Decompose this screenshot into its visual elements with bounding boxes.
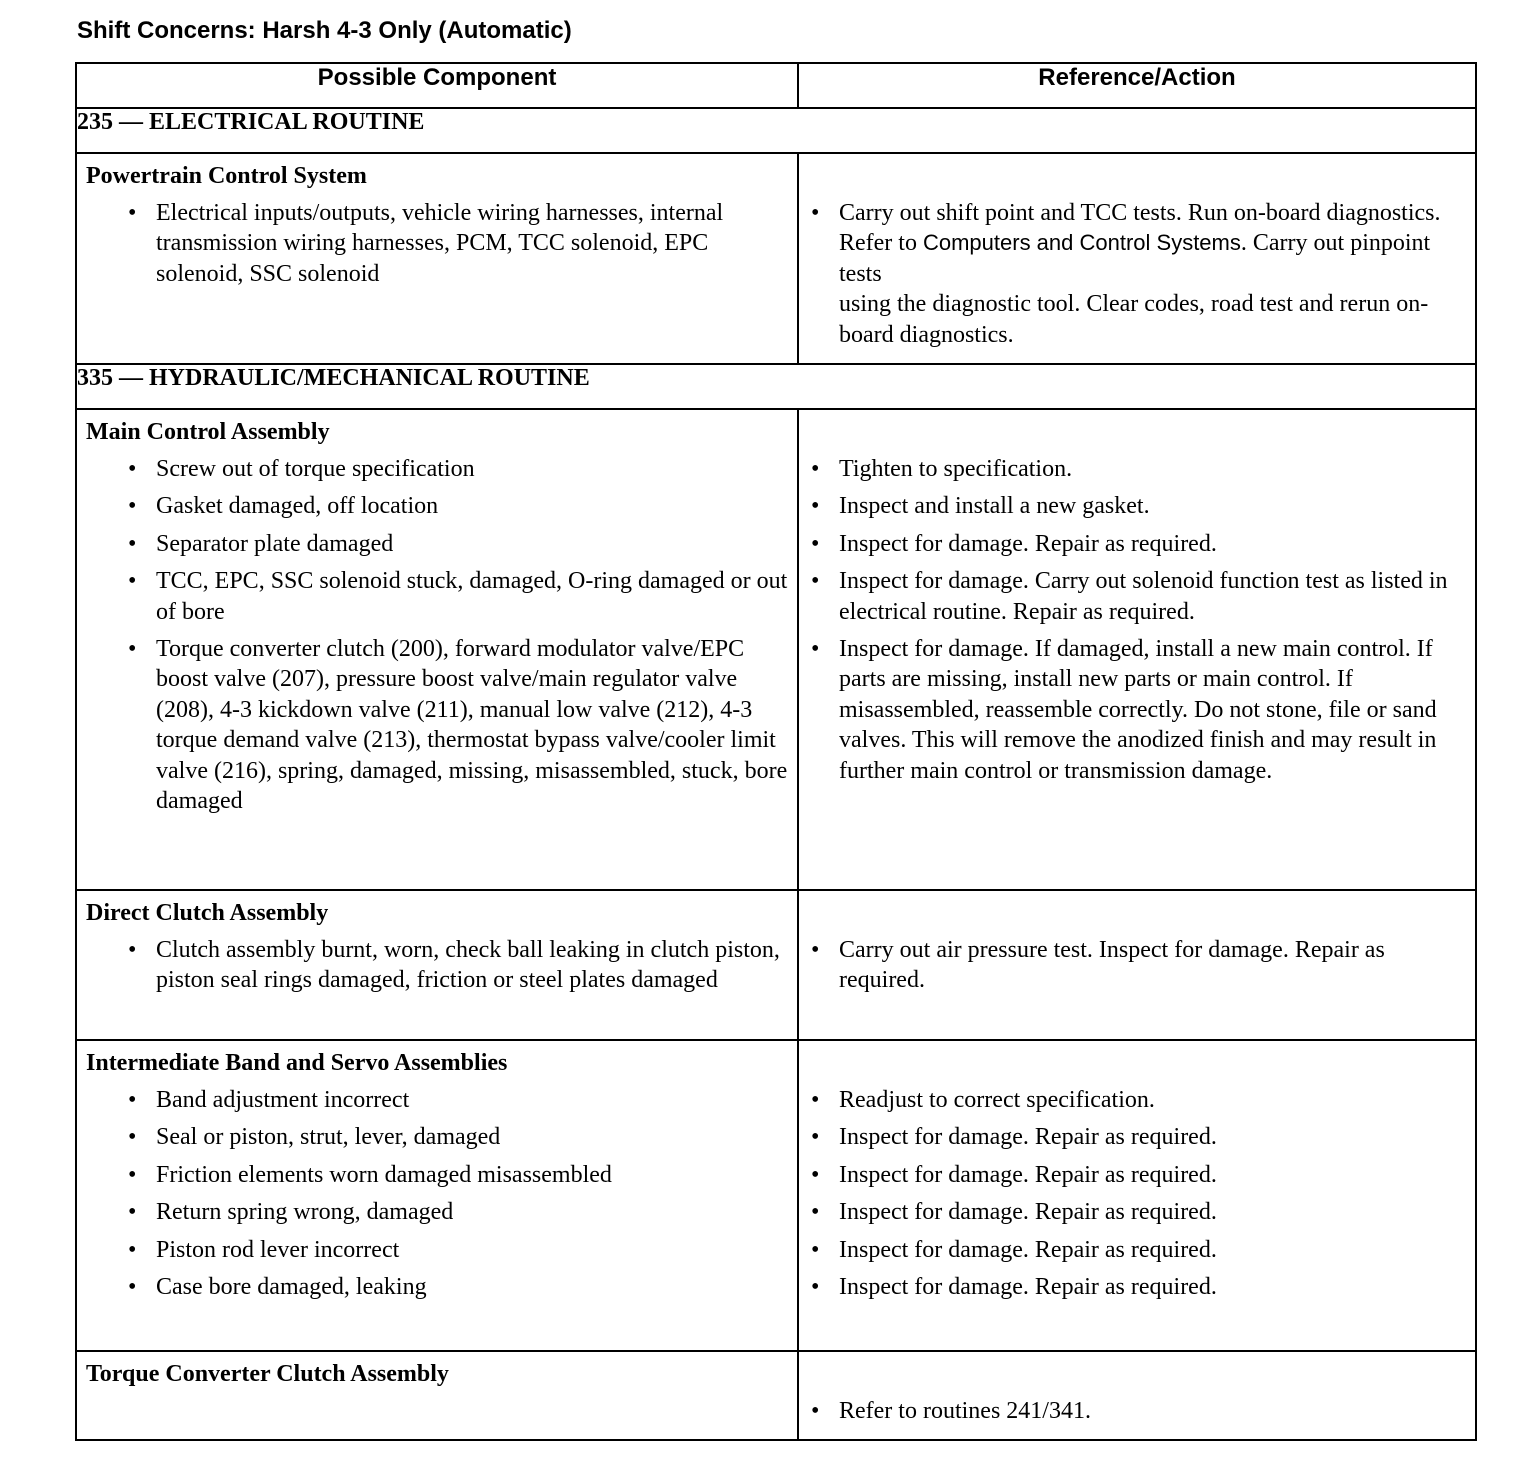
action-text: Carry out air pressure test. Inspect for damage. Repair as required. bbox=[839, 937, 1385, 994]
component-item bbox=[77, 634, 797, 823]
bullet: • bbox=[811, 1236, 820, 1263]
section-row bbox=[76, 890, 1476, 1040]
component-text: Piston rod lever incorrect bbox=[156, 1236, 400, 1263]
bullet: • bbox=[811, 937, 820, 963]
bullet: • bbox=[811, 1398, 820, 1424]
component-item bbox=[77, 198, 797, 296]
action-cell bbox=[798, 409, 1476, 890]
section-row bbox=[76, 1040, 1476, 1351]
action-text: Readjust to correct specification. bbox=[839, 1087, 1155, 1113]
component-text: Case bore damaged, leaking bbox=[156, 1274, 427, 1301]
header-row bbox=[76, 63, 1476, 108]
bullet: • bbox=[811, 1124, 820, 1151]
bullet: • bbox=[128, 1087, 137, 1113]
component-text: Clutch assembly burnt, worn, check ball leaking in clutch piston, piston seal rings damaged, friction or steel plates damaged bbox=[156, 937, 780, 994]
action-text: Inspect for damage. If damaged, install a new main control. If parts are missing, install new parts or main control. If misassembled, reassemble correctly. Do not stone, file or sand valves. This will remove the anodized finish and may result in further main control or transmission damage. bbox=[839, 636, 1437, 784]
section-title: Direct Clutch Assembly bbox=[86, 900, 329, 926]
section-title: Torque Converter Clutch Assembly bbox=[86, 1361, 449, 1387]
component-text: Screw out of torque specification bbox=[156, 456, 475, 482]
component-text: Torque converter clutch (200), forward modulator valve/EPC boost valve (207), pressure boost valve/main regulator valve (208), 4-3 kickdown valve (211), manual low valve (212), 4-3 torque demand valve (213), thermostat bypass valve/cooler limit valve (216), spring, damaged, missing, misassembled, stuck, bore damaged bbox=[156, 636, 788, 815]
action-text: Inspect and install a new gasket. bbox=[839, 493, 1150, 520]
routine-row bbox=[76, 108, 1476, 153]
section-row bbox=[76, 153, 1476, 364]
header-possible-component: Possible Component bbox=[76, 63, 798, 108]
component-item bbox=[77, 1160, 797, 1197]
action-item bbox=[799, 1197, 1475, 1234]
action-text: Inspect for damage. Repair as required. bbox=[839, 1199, 1217, 1226]
action-text: Inspect for damage. Repair as required. bbox=[839, 1236, 1217, 1263]
component-item bbox=[77, 529, 797, 566]
bullet: • bbox=[128, 1274, 137, 1301]
component-text: Separator plate damaged bbox=[156, 530, 394, 557]
component-item bbox=[77, 566, 797, 634]
component-text: Band adjustment incorrect bbox=[156, 1087, 410, 1113]
component-text: Gasket damaged, off location bbox=[156, 493, 439, 520]
component-item bbox=[77, 454, 797, 491]
action-item bbox=[799, 529, 1475, 566]
action-cell bbox=[798, 1351, 1476, 1440]
action-text bbox=[839, 198, 1475, 350]
header-reference-action: Reference/Action bbox=[798, 63, 1476, 108]
action-item bbox=[799, 1122, 1475, 1159]
action-cell bbox=[798, 1040, 1476, 1351]
bullet: • bbox=[128, 937, 137, 963]
action-item bbox=[799, 1396, 1475, 1433]
section-title: Intermediate Band and Servo Assemblies bbox=[86, 1050, 508, 1076]
component-cell bbox=[76, 890, 798, 1040]
action-text: Inspect for damage. Repair as required. bbox=[839, 1274, 1217, 1301]
component-item bbox=[77, 1085, 797, 1122]
component-item bbox=[77, 1122, 797, 1159]
component-item bbox=[77, 491, 797, 528]
bullet: • bbox=[128, 1161, 137, 1188]
bullet: • bbox=[811, 1087, 820, 1113]
component-item bbox=[77, 1197, 797, 1234]
section-row bbox=[76, 1351, 1476, 1440]
action-text: Inspect for damage. Repair as required. bbox=[839, 1124, 1217, 1151]
bullet: • bbox=[128, 530, 137, 557]
component-cell bbox=[76, 153, 798, 364]
routine-label: 235 — ELECTRICAL ROUTINE bbox=[76, 108, 1476, 153]
document-title: Shift Concerns: Harsh 4-3 Only (Automatic) bbox=[77, 17, 572, 44]
action-item bbox=[799, 1272, 1475, 1309]
action-item bbox=[799, 491, 1475, 528]
action-item bbox=[799, 1160, 1475, 1197]
bullet: • bbox=[811, 636, 820, 663]
action-text-part: . Carry out pinpoint tests bbox=[839, 230, 1431, 287]
action-item bbox=[799, 454, 1475, 491]
diagnosis-table bbox=[75, 62, 1477, 1441]
component-item bbox=[77, 1272, 797, 1309]
action-item bbox=[799, 566, 1475, 634]
action-item bbox=[799, 198, 1475, 357]
component-text: Seal or piston, strut, lever, damaged bbox=[156, 1124, 501, 1151]
action-text: Refer to routines 241/341. bbox=[839, 1398, 1091, 1424]
action-cell bbox=[798, 153, 1476, 364]
action-item bbox=[799, 935, 1475, 1003]
routine-row bbox=[76, 364, 1476, 409]
component-cell bbox=[76, 1351, 798, 1440]
section-title: Powertrain Control System bbox=[86, 163, 367, 189]
action-text-part: Carry out shift point and TCC tests. Run on-board diagnostics. Refer to bbox=[839, 200, 1441, 257]
component-item bbox=[77, 935, 797, 1003]
bullet: • bbox=[128, 493, 137, 520]
bullet: • bbox=[811, 530, 820, 557]
action-text-part: using the diagnostic tool. Clear codes, road test and rerun on-board diagnostics. bbox=[839, 291, 1429, 348]
bullet: • bbox=[128, 1236, 137, 1263]
bullet: • bbox=[811, 456, 820, 482]
component-text: Friction elements worn damaged misassembled bbox=[156, 1161, 612, 1188]
bullet: • bbox=[811, 493, 820, 520]
action-item bbox=[799, 634, 1475, 793]
component-text: Return spring wrong, damaged bbox=[156, 1199, 454, 1226]
bullet: • bbox=[811, 1161, 820, 1188]
component-text: Electrical inputs/outputs, vehicle wiring harnesses, internal transmission wiring harnesses, PCM, TCC solenoid, EPC solenoid, SSC solenoid bbox=[156, 200, 724, 287]
bullet: • bbox=[128, 1199, 137, 1226]
action-item bbox=[799, 1085, 1475, 1122]
section-title: Main Control Assembly bbox=[86, 419, 330, 445]
bullet: • bbox=[128, 1124, 137, 1151]
reference-link-text: Computers and Control Systems bbox=[922, 230, 1241, 256]
bullet: • bbox=[811, 200, 820, 226]
action-cell bbox=[798, 890, 1476, 1040]
action-text: Inspect for damage. Repair as required. bbox=[839, 1161, 1217, 1188]
component-cell bbox=[76, 1040, 798, 1351]
section-row bbox=[76, 409, 1476, 890]
action-item bbox=[799, 1235, 1475, 1272]
component-cell bbox=[76, 409, 798, 890]
bullet: • bbox=[811, 1199, 820, 1226]
action-text: Tighten to specification. bbox=[839, 456, 1073, 482]
bullet: • bbox=[128, 200, 137, 226]
component-item bbox=[77, 1235, 797, 1272]
bullet: • bbox=[811, 1274, 820, 1301]
routine-label: 335 — HYDRAULIC/MECHANICAL ROUTINE bbox=[76, 364, 1476, 409]
bullet: • bbox=[128, 568, 137, 595]
component-text: TCC, EPC, SSC solenoid stuck, damaged, O-ring damaged or out of bore bbox=[156, 568, 788, 625]
action-text: Inspect for damage. Carry out solenoid function test as listed in electrical routine. Repair as required. bbox=[839, 568, 1448, 625]
bullet: • bbox=[811, 568, 820, 595]
bullet: • bbox=[128, 456, 137, 482]
action-text: Inspect for damage. Repair as required. bbox=[839, 530, 1217, 557]
bullet: • bbox=[128, 636, 137, 663]
